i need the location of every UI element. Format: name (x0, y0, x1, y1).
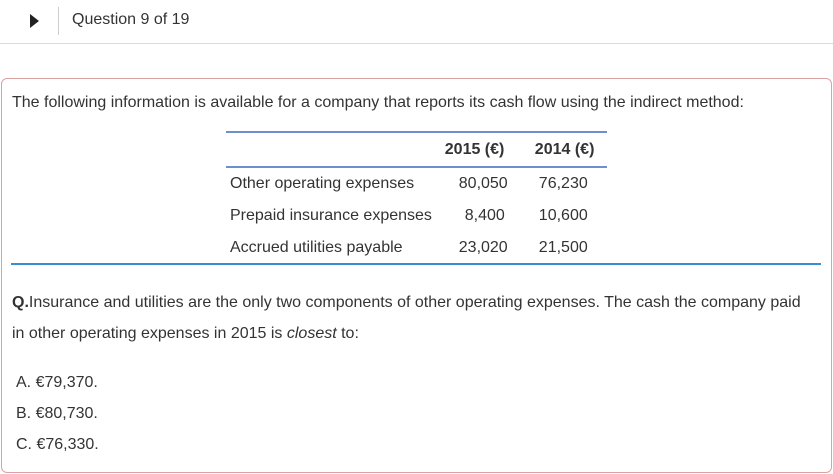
table-header-2014: 2014 (€) (534, 140, 595, 158)
row-value-2014: 10,600 (538, 207, 588, 224)
answer-option-a[interactable]: A. €79,370. (16, 374, 98, 391)
row-label: Other operating expenses (230, 175, 415, 192)
table-header-row (226, 132, 607, 167)
table-header-2015: 2015 (€) (444, 140, 505, 158)
section-divider (11, 263, 821, 265)
table-row (226, 167, 607, 200)
table-row (226, 232, 607, 264)
answer-option-c[interactable]: C. €76,330. (16, 436, 99, 453)
table-row (226, 200, 607, 232)
row-label: Prepaid insurance expenses (230, 207, 432, 224)
row-value-2015: 80,050 (458, 175, 508, 192)
question-label: Q. (12, 294, 29, 311)
question-emphasis: closest (286, 325, 337, 342)
row-value-2015: 23,020 (458, 239, 508, 256)
question-intro: The following information is available for a company that reports its cash flow using the indirect method: (12, 94, 744, 111)
play-icon[interactable] (30, 14, 39, 28)
answer-list (16, 372, 99, 465)
header-divider (58, 7, 59, 35)
question-counter: Question 9 of 19 (72, 11, 190, 28)
row-value-2014: 76,230 (538, 175, 588, 192)
question-prompt (12, 287, 812, 349)
question-header (0, 0, 833, 44)
question-text-end: to: (336, 325, 359, 342)
financial-data-table (226, 131, 607, 264)
row-value-2014: 21,500 (538, 239, 588, 256)
question-text: Insurance and utilities are the only two components of other operating expenses. The cash the company paid in other operating expenses in 2015 is (12, 294, 801, 342)
row-value-2015: 8,400 (464, 207, 505, 224)
answer-option-b[interactable]: B. €80,730. (16, 405, 98, 422)
table-header-label (226, 132, 445, 167)
row-label: Accrued utilities payable (230, 239, 403, 256)
